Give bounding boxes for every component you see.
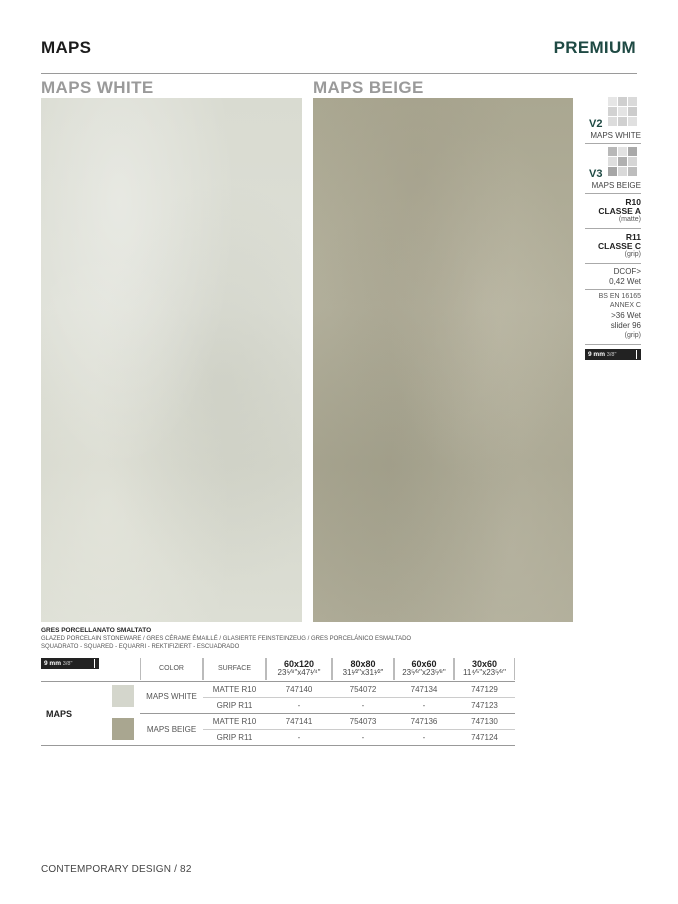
row-surface: MATTE R10 [212,717,257,726]
collection-name: PREMIUM [553,38,636,57]
column-header-size [454,658,515,680]
size-inch: 11⁴⁄⁵"x23⁵⁄⁸" [463,668,506,677]
row-surface: GRIP R11 [216,701,253,710]
tile-image-white [41,98,302,622]
v3-code: V3 [589,168,603,180]
v3-label: MAPS BEIGE [591,181,641,190]
product-code: - [361,733,365,742]
size-cm: 60x60 [411,659,437,669]
bs-slider: slider 96 [610,321,641,330]
table-rule [203,729,515,730]
row-color: MAPS WHITE [146,692,197,701]
product-code: - [422,733,426,742]
series-label: MAPS [46,709,73,719]
column-header-surface: SURFACE [203,658,266,680]
column-header-size [332,658,394,680]
dcof-value: 0,42 Wet [609,277,641,286]
sidebar-divider [585,228,641,229]
row-surface: GRIP R11 [216,733,253,742]
size-cm: 80x80 [350,659,376,669]
product-heading-beige: MAPS BEIGE [313,78,424,97]
product-code: 747130 [471,717,498,726]
product-code: 747140 [285,685,313,694]
product-code: - [422,701,426,710]
table-thickness-value: 9 mm [44,660,61,667]
material-translations: GLAZED PORCELAIN STONEWARE / GRES CÉRAME ÉMAILLÉ / GLASIERTE FEINSTEINZEUG / GRES PORCELÁNICO ESMALTADO [41,636,412,642]
product-code: 747129 [471,685,498,694]
v2-label: MAPS WHITE [590,131,641,140]
product-code: - [361,701,365,710]
thickness-value: 9 mm [588,351,605,358]
column-header-color: COLOR [140,658,203,680]
product-code: - [297,733,301,742]
thickness-badge [585,349,641,360]
size-cm: 30x60 [471,659,498,669]
r11-rating: R11 [625,232,641,242]
row-color: MAPS BEIGE [146,725,197,734]
table-rule [140,713,515,714]
r11-class: CLASSE C [598,241,641,251]
sidebar-divider [585,289,641,290]
sidebar-divider [585,143,641,144]
size-cm: 60x120 [283,659,315,669]
product-code: 747124 [471,733,498,742]
row-surface: MATTE R10 [212,685,257,694]
r11-note: (grip) [624,251,641,258]
shade-variation-v2-icon [608,97,637,126]
table-rule [41,681,515,682]
bs-standard: BS EN 16165 [598,293,641,300]
r10-class: CLASSE A [598,206,641,216]
product-code: 747123 [471,701,498,710]
product-code: 747141 [285,717,313,726]
page-title: MAPS [41,38,92,57]
product-code: - [297,701,301,710]
page-footer: CONTEMPORARY DESIGN / 82 [41,864,192,875]
r10-note: (matte) [618,216,641,223]
product-code: 747134 [410,685,438,694]
material-edge: SQUADRATO - SQUARED - EQUARRI - REKTIFIZIERT - ESCUADRADO [41,644,240,650]
bs-wet: >36 Wet [611,311,641,320]
bs-note: (grip) [624,332,641,339]
size-inch: 31¹⁄²"x31¹⁄²" [342,668,384,677]
dcof-label: DCOF> [613,267,641,276]
column-header-size [394,658,454,680]
shade-variation-v3-icon [608,147,637,176]
color-swatch-white [112,685,134,707]
sidebar-divider [585,344,641,345]
material-title: GRES PORCELLANATO SMALTATO [41,627,152,634]
product-code: 747136 [410,717,438,726]
size-inch: 23⁵⁄⁸"x47¹⁄⁴" [277,668,321,677]
bs-annex: ANNEX C [609,302,641,309]
tile-image-beige [313,98,573,622]
color-swatch-beige [112,718,134,740]
v2-code: V2 [589,118,603,130]
thickness-arrow-icon [94,659,95,668]
table-thickness-badge [41,658,99,669]
product-code: 754072 [349,685,377,694]
product-code: 754073 [349,717,377,726]
thickness-arrow-icon [636,350,637,359]
sidebar-divider [585,193,641,194]
size-inch: 23⁵⁄⁸"x23⁵⁄⁸" [402,668,446,677]
sidebar-divider [585,263,641,264]
header-divider [41,73,637,74]
column-header-size [266,658,332,680]
table-thickness-inch: 3/8" [62,661,73,667]
table-rule [41,745,515,746]
table-rule [203,697,515,698]
product-heading-white: MAPS WHITE [41,78,154,97]
thickness-inch: 3/8" [606,352,617,358]
r10-rating: R10 [625,197,641,207]
